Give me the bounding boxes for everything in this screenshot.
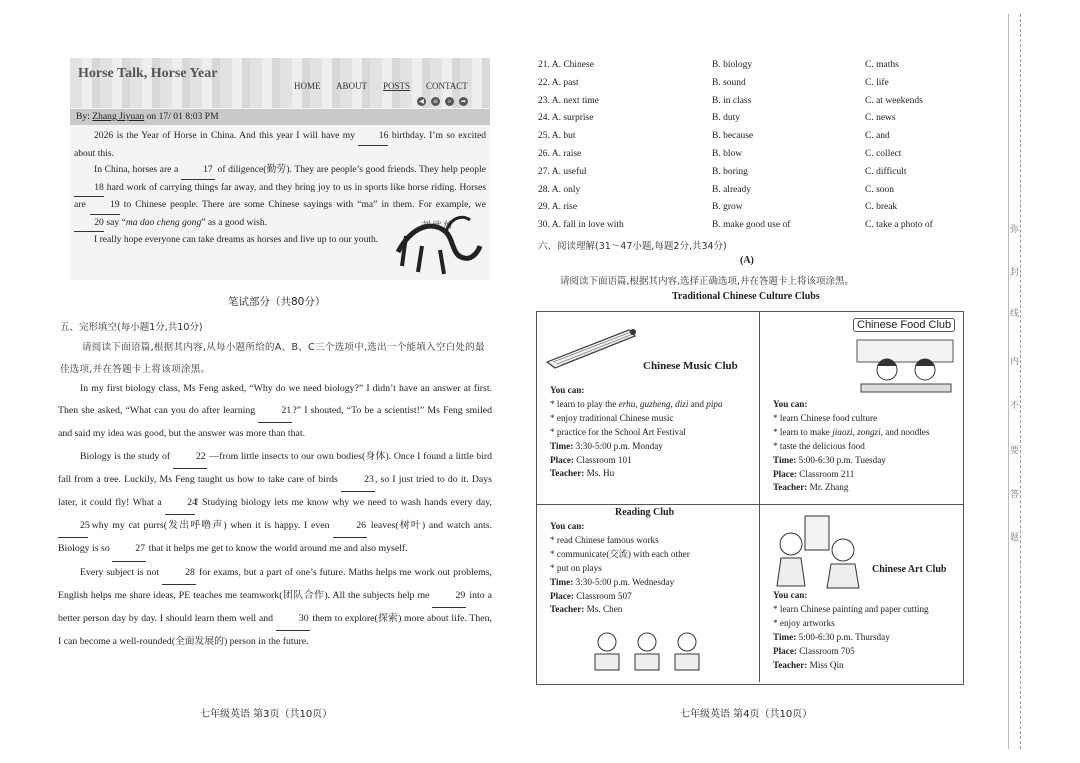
- reading-club-name: Reading Club: [615, 507, 675, 518]
- clubs-title: Traditional Chinese Culture Clubs: [672, 291, 820, 302]
- children-reading-illustration: [587, 630, 707, 674]
- binding-margin-char: 题: [1010, 533, 1020, 543]
- option-b: B. biology: [712, 60, 753, 70]
- blank-25: 25: [58, 515, 88, 538]
- blog-body: 2026 is the Year of Horse in China. And this year I will have my 16 birthday. I’m so excited about this. In China, horses are a 17 of diligence(勤劳). They are people’s good friends. They help people 18 hard work of carrying things far away, and they bring joy to us in sports like horse riding. Horses are 19 to Chinese people. There are some Chinese sayings with “ma” in them. For example, we 20 say “ma dao cheng gong” as a good wish. I really hope everyone can take dreams as horses and live up to our youth.: [74, 130, 486, 245]
- option-c: C. at weekends: [865, 95, 923, 106]
- blank-18: 18: [74, 180, 104, 198]
- binding-margin-char: 答: [1010, 490, 1020, 500]
- food-club-name: Chinese Food Club: [853, 318, 955, 332]
- blank-28: 28: [162, 562, 196, 585]
- blank-21: 21: [258, 400, 292, 423]
- option-row: [538, 167, 958, 185]
- option-c: C. and: [865, 131, 890, 142]
- option-a: 21. A. Chinese: [538, 60, 594, 70]
- option-c: C. news: [865, 113, 896, 124]
- blank-29: 29: [432, 585, 466, 608]
- option-row: [538, 60, 958, 78]
- option-row: [538, 113, 958, 131]
- option-b: B. blow: [712, 148, 743, 159]
- post-date: on 17/ 01 8:03 PM: [144, 111, 219, 122]
- byline: By: Zhang Jiyuan on 17/ 01 8:03 PM: [76, 111, 219, 122]
- blank-27: 27: [112, 538, 146, 561]
- blank-26: 26: [333, 515, 367, 538]
- blank-16: 16: [358, 128, 388, 146]
- section6-heading: 六、阅读理解(31～47小题,每题2分,共34分): [538, 241, 727, 252]
- guzheng-icon: [543, 322, 639, 370]
- option-a: 30. A. fall in love with: [538, 220, 624, 231]
- signature: 刘 欣 怡: [420, 220, 452, 230]
- music-club-name: Chinese Music Club: [643, 360, 738, 372]
- art-club-name: Chinese Art Club: [872, 564, 947, 575]
- written-section-heading: 笔试部分（共80分）: [228, 296, 326, 308]
- back-icon[interactable]: ◀: [417, 97, 426, 106]
- binding-margin-char: 弥: [1010, 225, 1020, 235]
- option-a: 23. A. next time: [538, 95, 599, 106]
- option-b: B. make good use of: [712, 220, 791, 231]
- option-a: 24. A. surprise: [538, 113, 594, 124]
- blank-23: 23: [341, 469, 375, 492]
- binding-margin-char: 封: [1010, 268, 1020, 278]
- option-b: B. boring: [712, 166, 748, 177]
- nav-home[interactable]: HOME: [294, 81, 321, 91]
- option-b: B. sound: [712, 77, 746, 88]
- option-c: C. maths: [865, 60, 899, 70]
- option-a: 27. A. useful: [538, 166, 587, 177]
- option-c: C. soon: [865, 184, 895, 195]
- section5-heading: 五、完形填空(每小题1分,共10分): [60, 322, 203, 333]
- art-club-details: You can: * learn Chinese painting and paper cutting * enjoy artworks Time: 5:00-6:30 p.m. Thursday Place: Classroom 705 Teacher: Miss Qin: [773, 590, 929, 670]
- option-row: [538, 78, 958, 96]
- food-club-details: You can: * learn Chinese food culture * learn to make jiaozi, zongzi, and noodles * taste the delicious food Time: 5:00-6:30 p.m. Tuesday Place: Classroom 211 Teacher: Mr. Zhang: [773, 399, 930, 493]
- section6-instructions: 请阅读下面语篇,根据其内容,选择正确选项,并在答题卡上将该项涂黑。: [560, 276, 855, 287]
- binding-margin-char: 线: [1010, 309, 1020, 319]
- options-list: [538, 60, 958, 238]
- blank-30: 30: [276, 608, 310, 631]
- option-row: [538, 96, 958, 114]
- reading-club-details: You can: * read Chinese famous works * communicate(交流) with each other * put on plays Time: 3:30-5:00 p.m. Wednesday Place: Classroom 507 Teacher: Ms. Chen: [550, 521, 690, 615]
- share-icon[interactable]: ➦: [460, 98, 467, 105]
- option-b: B. because: [712, 131, 754, 142]
- option-b: B. in class: [712, 95, 752, 106]
- option-row: [538, 149, 958, 167]
- option-a: 28. A. only: [538, 184, 581, 195]
- clubs-grid: [536, 311, 964, 685]
- blank-17: 17: [181, 162, 215, 180]
- blank-24: 24: [165, 492, 195, 515]
- option-c: C. difficult: [865, 166, 907, 177]
- option-row: [538, 131, 958, 149]
- blank-20: 20: [74, 215, 104, 233]
- option-c: C. take a photo of: [865, 220, 933, 231]
- passage-label: (A): [740, 255, 754, 266]
- horse-calligraphy-illustration: [392, 206, 484, 278]
- option-b: B. grow: [712, 202, 743, 213]
- option-a: 25. A. but: [538, 131, 576, 142]
- children-painting-illustration: [769, 510, 869, 590]
- option-row: [538, 220, 958, 238]
- option-c: C. collect: [865, 148, 902, 159]
- cloze-passage: In my first biology class, Ms Feng asked, “Why do we need biology?” I didn’t have an answer at first. Then she asked, “What can you do after learning 21?” I shouted, “To be a scientist!” Ms Feng smiled and said my idea was good, but the answer was more than that. Biology is the study of 22 —from little insects to our own bodies(身体). Once I found a little bird fall from a tree. Luckily, Ms Feng taught us how to take care of birds 23, so I just tried to do it. Days later, it could fly! What a 24! Studying biology lets me know why we need to wash hands every day, 25 why my cat purrs(发出呼噜声) when it is happy. I even 26 leaves(树叶) and watch ants. Biology is so 27 that it helps me get to know the world around me and also myself. Every subject is not 28 for exams, but a part of one’s future. Maths helps me work out problems, English helps me share ideas, PE teaches me teamwork(团队合作). All the subjects help me 29 into a better person day by day. I should learn them well and 30 them to explore(探索) more about life. Then, I can become a well-rounded(全面发展的) person in the future.: [58, 383, 492, 648]
- option-a: 26. A. raise: [538, 148, 582, 159]
- section5-instructions: 请阅读下面语篇,根据其内容,从每小题所给的A、B、C三个选项中,选出一个能填入空白处的最佳选项,并在答题卡上将该项涂黑。: [60, 342, 485, 375]
- option-a: 22. A. past: [538, 77, 579, 88]
- option-b: B. already: [712, 184, 752, 195]
- nav-contact[interactable]: CONTACT: [426, 81, 468, 91]
- children-cooking-illustration: [853, 338, 957, 396]
- binding-margin-char: 不: [1010, 401, 1020, 411]
- binding-line: [1020, 14, 1021, 749]
- blog-title: Horse Talk, Horse Year: [78, 66, 218, 81]
- option-row: [538, 185, 958, 203]
- binding-margin-char: 要: [1010, 446, 1020, 456]
- option-c: C. break: [865, 202, 898, 213]
- blank-22: 22: [173, 446, 207, 469]
- page-footer-left: 七年级英语 第3页（共10页）: [200, 709, 333, 720]
- option-b: B. duty: [712, 113, 740, 124]
- nav-about[interactable]: ABOUT: [336, 81, 367, 91]
- page-footer-right: 七年级英语 第4页（共10页）: [680, 709, 813, 720]
- binding-edge: [1008, 14, 1009, 749]
- option-a: 29. A. rise: [538, 202, 578, 213]
- binding-margin-char: 内: [1010, 357, 1020, 367]
- document-icon[interactable]: ≡: [432, 98, 439, 105]
- search-icon[interactable]: ⌕: [445, 97, 454, 106]
- author-link[interactable]: Zhang Jiyuan: [92, 111, 145, 122]
- option-c: C. life: [865, 77, 889, 88]
- music-club-details: You can: * learn to play the erhu, guzheng, dizi and pipa * enjoy traditional Chinese music * practice for the School Art Festival Time: 3:30-5:00 p.m. Monday Place: Classroom 101 Teacher: Ms. Hu: [550, 385, 723, 479]
- blog-post: [70, 58, 490, 280]
- option-row: [538, 202, 958, 220]
- blank-19: 19: [90, 197, 120, 215]
- nav-posts[interactable]: POSTS: [383, 81, 411, 91]
